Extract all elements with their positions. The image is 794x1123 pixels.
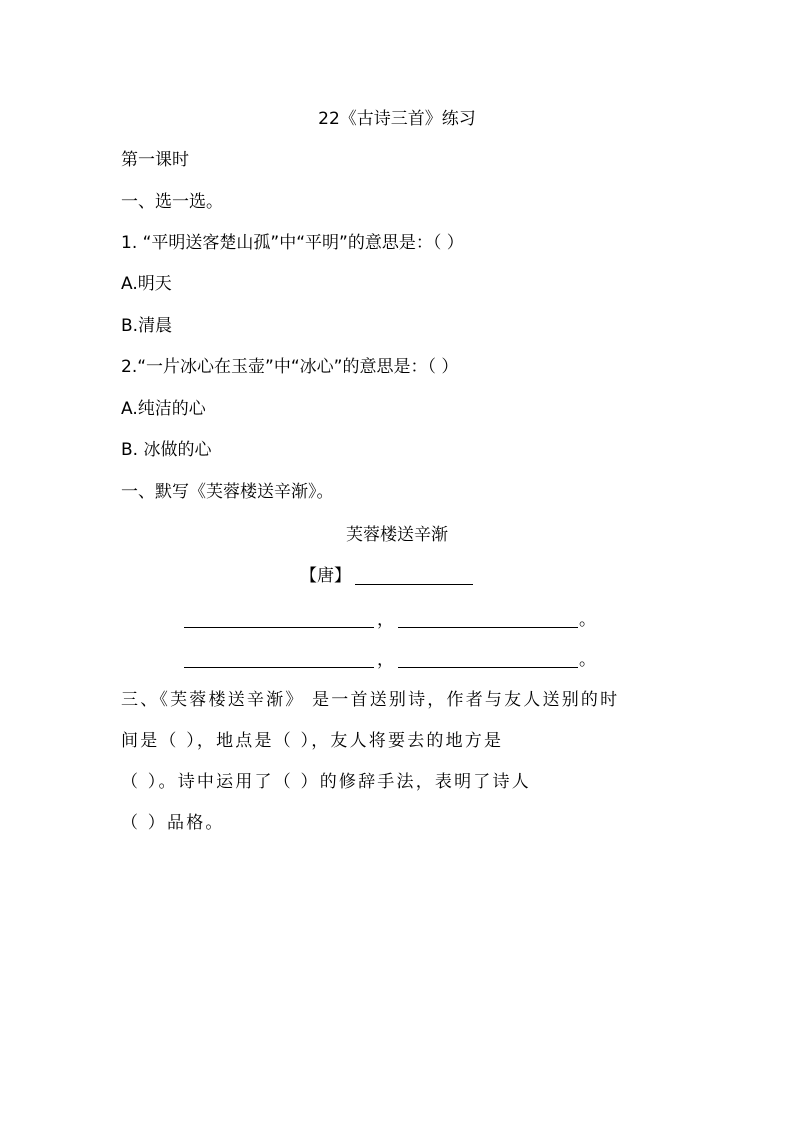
poem-line1-comma: ， — [377, 610, 394, 630]
question2-stem: 2.“一片冰心在玉壶”中“冰心”的意思是：（ ） — [121, 357, 459, 377]
poem-line1-period: 。 — [579, 610, 596, 630]
section2-heading: 一、默写《芙蓉楼送辛渐》。 — [121, 482, 334, 502]
question1-stem: 1. “平明送客楚山孤”中“平明”的意思是：（ ） — [121, 233, 464, 253]
poem-line2-blank-b[interactable] — [398, 667, 578, 668]
question2-option-a: A.纯洁的心 — [121, 399, 206, 419]
dynasty-label: 【唐】 — [300, 566, 351, 586]
poem-line1-blank-b[interactable] — [398, 627, 578, 628]
poem-line1-blank-a[interactable] — [184, 627, 374, 628]
section3-line-1: 三、《芙蓉楼送辛渐》 是一首送别诗，作者与友人送别的时 — [121, 690, 620, 710]
question1-option-a: A.明天 — [121, 274, 172, 294]
section3-line-2: 间是（ ），地点是（ ），友人将要去的地方是 — [121, 731, 504, 751]
section1-heading: 一、选一选。 — [121, 192, 223, 212]
poem-line2-period: 。 — [579, 650, 596, 670]
page-title: 22《古诗三首》练习 — [318, 109, 476, 129]
question2-option-b: B. 冰做的心 — [121, 440, 212, 460]
poem-line2-comma: ， — [377, 650, 394, 670]
section3-line-4: （ ）品格。 — [121, 813, 225, 833]
poem-title: 芙蓉楼送辛渐 — [346, 525, 448, 545]
poem-line2-blank-a[interactable] — [184, 667, 374, 668]
section3-line-3: （ ）。诗中运用了（ ）的修辞手法，表明了诗人 — [121, 772, 531, 792]
author-blank[interactable] — [355, 568, 473, 585]
section3-paragraph — [121, 680, 674, 844]
author-line — [300, 568, 473, 585]
question1-option-b: B.清晨 — [121, 316, 173, 336]
lesson-label: 第一课时 — [121, 150, 189, 170]
